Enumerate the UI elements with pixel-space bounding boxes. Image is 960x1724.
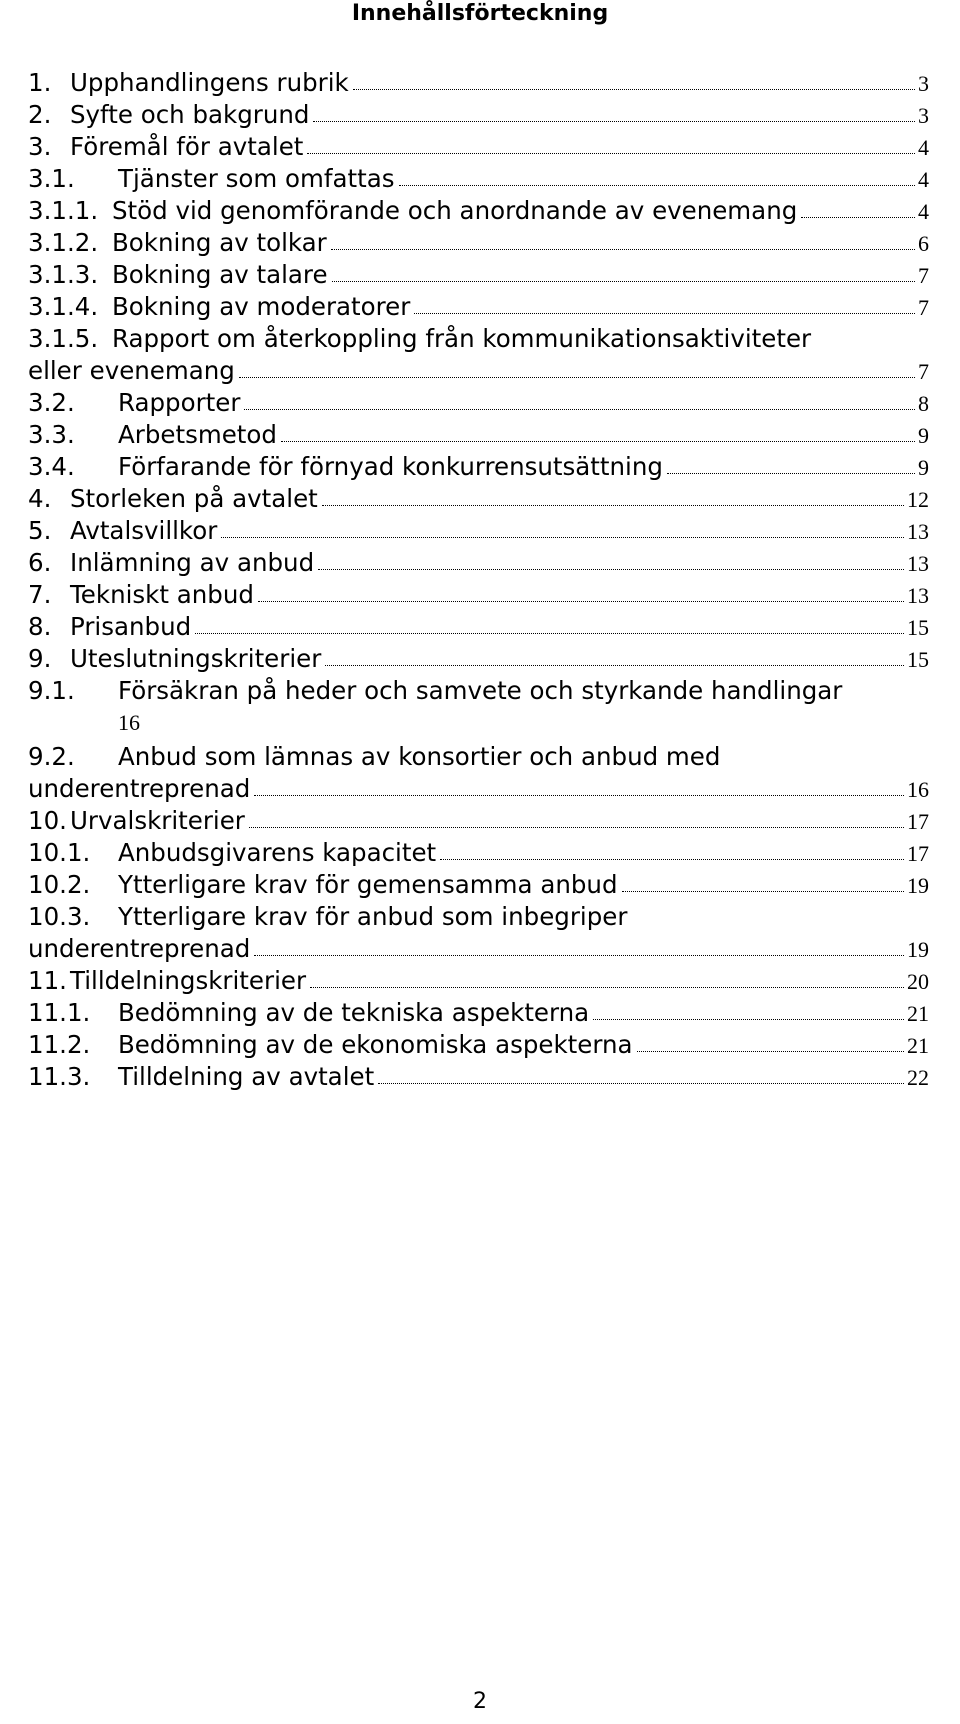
toc-entry-number: 7. bbox=[28, 580, 52, 609]
dot-leader bbox=[221, 537, 904, 538]
toc-entry-number: 9.2. bbox=[28, 742, 75, 771]
toc-entry-page: 12 bbox=[907, 487, 929, 512]
toc-entry-number: 9.1. bbox=[28, 676, 75, 705]
toc-entry-11-2[interactable] bbox=[28, 1028, 929, 1062]
toc-entry-9[interactable] bbox=[28, 642, 929, 676]
toc-entry-page: 21 bbox=[907, 1001, 929, 1026]
dot-leader bbox=[195, 633, 904, 634]
toc-entry-page: 19 bbox=[907, 937, 929, 962]
toc-entry-3-4[interactable] bbox=[28, 450, 929, 484]
toc-entry-title: Tilldelningskriterier bbox=[70, 966, 307, 995]
dot-leader bbox=[399, 185, 915, 186]
toc-entry-title: Syfte och bakgrund bbox=[70, 100, 310, 129]
toc-entry-title: Ytterligare krav för gemensamma anbud bbox=[118, 870, 618, 899]
toc-entry-11-3[interactable] bbox=[28, 1060, 929, 1094]
toc-entry-page: 4 bbox=[918, 199, 929, 224]
toc-entry-5[interactable] bbox=[28, 514, 929, 548]
toc-entry-page: 20 bbox=[907, 969, 929, 994]
toc-entry-11-1[interactable] bbox=[28, 996, 929, 1030]
dot-leader bbox=[331, 249, 915, 250]
toc-entry-page: 4 bbox=[918, 135, 929, 160]
toc-entry-4[interactable] bbox=[28, 482, 929, 516]
toc-entry-title: Bokning av moderatorer bbox=[112, 292, 411, 321]
toc-entry-title: Rapporter bbox=[118, 388, 241, 417]
toc-entry-3-1-5-line1[interactable] bbox=[28, 322, 929, 356]
toc-entry-number: 11.1. bbox=[28, 998, 91, 1027]
toc-entry-3-1-2[interactable] bbox=[28, 226, 929, 260]
toc-entry-number: 10.2. bbox=[28, 870, 91, 899]
toc-entry-number: 3.1.4. bbox=[28, 292, 99, 321]
dot-leader bbox=[322, 505, 904, 506]
toc-entry-3-1-5-line2[interactable] bbox=[28, 354, 929, 388]
toc-entry-number: 5. bbox=[28, 516, 52, 545]
toc-entry-title: Inlämning av anbud bbox=[70, 548, 315, 577]
toc-entry-page: 22 bbox=[907, 1065, 929, 1090]
dot-leader bbox=[258, 601, 904, 602]
toc-entry-8[interactable] bbox=[28, 610, 929, 644]
dot-leader bbox=[318, 569, 904, 570]
toc-entry-number: 1. bbox=[28, 68, 52, 97]
dot-leader bbox=[801, 217, 915, 218]
toc-entry-page: 9 bbox=[918, 455, 929, 480]
toc-entry-page: 19 bbox=[907, 873, 929, 898]
toc-entry-title: Upphandlingens rubrik bbox=[70, 68, 349, 97]
toc-entry-page: 13 bbox=[907, 519, 929, 544]
toc-entry-number: 9. bbox=[28, 644, 52, 673]
dot-leader bbox=[353, 89, 915, 90]
toc-entry-title-continued: underentreprenad bbox=[28, 774, 251, 803]
toc-entry-3-3[interactable] bbox=[28, 418, 929, 452]
toc-entry-title: Anbudsgivarens kapacitet bbox=[118, 838, 437, 867]
toc-entry-title: Prisanbud bbox=[70, 612, 192, 641]
toc-entry-number: 2. bbox=[28, 100, 52, 129]
toc-entry-3[interactable] bbox=[28, 130, 929, 164]
toc-entry-number: 8. bbox=[28, 612, 52, 641]
dot-leader bbox=[378, 1083, 904, 1084]
toc-entry-title: Uteslutningskriterier bbox=[70, 644, 322, 673]
toc-entry-page: 7 bbox=[918, 359, 929, 384]
toc-entry-3-1-3[interactable] bbox=[28, 258, 929, 292]
toc-entry-title: Rapport om återkoppling från kommunikationsaktiviteter bbox=[112, 324, 812, 353]
toc-entry-title: Tekniskt anbud bbox=[70, 580, 254, 609]
toc-entry-10[interactable] bbox=[28, 804, 929, 838]
toc-entry-title: Urvalskriterier bbox=[70, 806, 245, 835]
toc-entry-title: Föremål för avtalet bbox=[70, 132, 304, 161]
dot-leader bbox=[281, 441, 915, 442]
toc-entry-title: Bedömning av de ekonomiska aspekterna bbox=[118, 1030, 633, 1059]
toc-entry-10-1[interactable] bbox=[28, 836, 929, 870]
toc-entry-number: 3. bbox=[28, 132, 52, 161]
dot-leader bbox=[637, 1051, 904, 1052]
toc-entry-page: 9 bbox=[918, 423, 929, 448]
toc-entry-number: 11. bbox=[28, 966, 67, 995]
toc-entry-page: 3 bbox=[918, 71, 929, 96]
toc-entry-1[interactable] bbox=[28, 66, 929, 100]
toc-entry-title: Tilldelning av avtalet bbox=[118, 1062, 375, 1091]
toc-entry-page: 4 bbox=[918, 167, 929, 192]
dot-leader bbox=[307, 153, 915, 154]
toc-entry-10-3-line1[interactable] bbox=[28, 900, 929, 934]
toc-entry-2[interactable] bbox=[28, 98, 929, 132]
toc-entry-title: Ytterligare krav för anbud som inbegriper bbox=[118, 902, 628, 931]
toc-entry-number: 4. bbox=[28, 484, 52, 513]
dot-leader bbox=[440, 859, 904, 860]
toc-entry-title: Anbud som lämnas av konsortier och anbud med bbox=[118, 742, 721, 771]
dot-leader bbox=[239, 377, 915, 378]
toc-entry-number: 3.1.3. bbox=[28, 260, 99, 289]
toc-entry-page: 6 bbox=[918, 231, 929, 256]
dot-leader bbox=[667, 473, 915, 474]
toc-entry-number: 10.3. bbox=[28, 902, 91, 931]
dot-leader bbox=[254, 795, 904, 796]
toc-entry-title: Förfarande för förnyad konkurrensutsättning bbox=[118, 452, 663, 481]
dot-leader bbox=[249, 827, 904, 828]
toc-entry-number: 10.1. bbox=[28, 838, 91, 867]
dot-leader bbox=[244, 409, 915, 410]
toc-entry-number: 11.3. bbox=[28, 1062, 91, 1091]
dot-leader bbox=[254, 955, 904, 956]
dot-leader bbox=[414, 313, 915, 314]
toc-entry-number: 11.2. bbox=[28, 1030, 91, 1059]
toc-entry-number: 3.1.5. bbox=[28, 324, 99, 353]
toc-entry-7[interactable] bbox=[28, 578, 929, 612]
dot-leader bbox=[332, 281, 915, 282]
toc-entry-title: Avtalsvillkor bbox=[70, 516, 218, 545]
toc-entry-page: 16 bbox=[118, 710, 140, 735]
toc-entry-10-3-line2[interactable] bbox=[28, 932, 929, 966]
toc-entry-page: 15 bbox=[907, 647, 929, 672]
toc-entry-title-continued: eller evenemang bbox=[28, 356, 235, 385]
toc-entry-title: Bokning av talare bbox=[112, 260, 328, 289]
toc-entry-number: 3.1.2. bbox=[28, 228, 99, 257]
toc-entry-page: 13 bbox=[907, 583, 929, 608]
toc-entry-page: 8 bbox=[918, 391, 929, 416]
toc-entry-page: 15 bbox=[907, 615, 929, 640]
toc-entry-9-2-line2[interactable] bbox=[28, 772, 929, 806]
toc-entry-3-1-1[interactable] bbox=[28, 194, 929, 228]
toc-entry-number: 10. bbox=[28, 806, 67, 835]
toc-entry-title: Försäkran på heder och samvete och styrkande handlingar bbox=[118, 676, 843, 705]
toc-entry-title: Arbetsmetod bbox=[118, 420, 277, 449]
toc-entry-number: 6. bbox=[28, 548, 52, 577]
toc-entry-9-1[interactable] bbox=[28, 674, 929, 708]
toc-entry-number: 3.3. bbox=[28, 420, 75, 449]
toc-entry-page: 13 bbox=[907, 551, 929, 576]
toc-entry-11[interactable] bbox=[28, 964, 929, 998]
dot-leader bbox=[313, 121, 915, 122]
toc-entry-title: Bedömning av de tekniska aspekterna bbox=[118, 998, 590, 1027]
toc-entry-10-2[interactable] bbox=[28, 868, 929, 902]
toc-entry-title: Bokning av tolkar bbox=[112, 228, 327, 257]
toc-entry-number: 3.1. bbox=[28, 164, 75, 193]
toc-entry-number: 3.1.1. bbox=[28, 196, 99, 225]
toc-entry-title: Stöd vid genomförande och anordnande av evenemang bbox=[112, 196, 798, 225]
toc-entry-page: 17 bbox=[907, 841, 929, 866]
footer-page-number: 2 bbox=[473, 1689, 487, 1714]
toc-entry-page: 7 bbox=[918, 295, 929, 320]
toc-entry-title-continued: underentreprenad bbox=[28, 934, 251, 963]
dot-leader bbox=[325, 665, 904, 666]
toc-entry-9-2-line1[interactable] bbox=[28, 740, 929, 774]
toc-entry-page: 3 bbox=[918, 103, 929, 128]
toc-entry-page: 17 bbox=[907, 809, 929, 834]
toc-entry-3-1-4[interactable] bbox=[28, 290, 929, 324]
toc-entry-title: Storleken på avtalet bbox=[70, 484, 318, 513]
toc-entry-page: 21 bbox=[907, 1033, 929, 1058]
toc-heading: Innehållsförteckning bbox=[351, 1, 609, 26]
dot-leader bbox=[622, 891, 904, 892]
dot-leader bbox=[310, 987, 904, 988]
toc-entry-6[interactable] bbox=[28, 546, 929, 580]
toc-entry-title: Tjänster som omfattas bbox=[118, 164, 395, 193]
dot-leader bbox=[593, 1019, 904, 1020]
toc-entry-number: 3.2. bbox=[28, 388, 75, 417]
toc-entry-3-1[interactable] bbox=[28, 162, 929, 196]
toc-entry-page: 16 bbox=[907, 777, 929, 802]
toc-entry-page: 7 bbox=[918, 263, 929, 288]
toc-entry-3-2[interactable] bbox=[28, 386, 929, 420]
toc-entry-number: 3.4. bbox=[28, 452, 75, 481]
